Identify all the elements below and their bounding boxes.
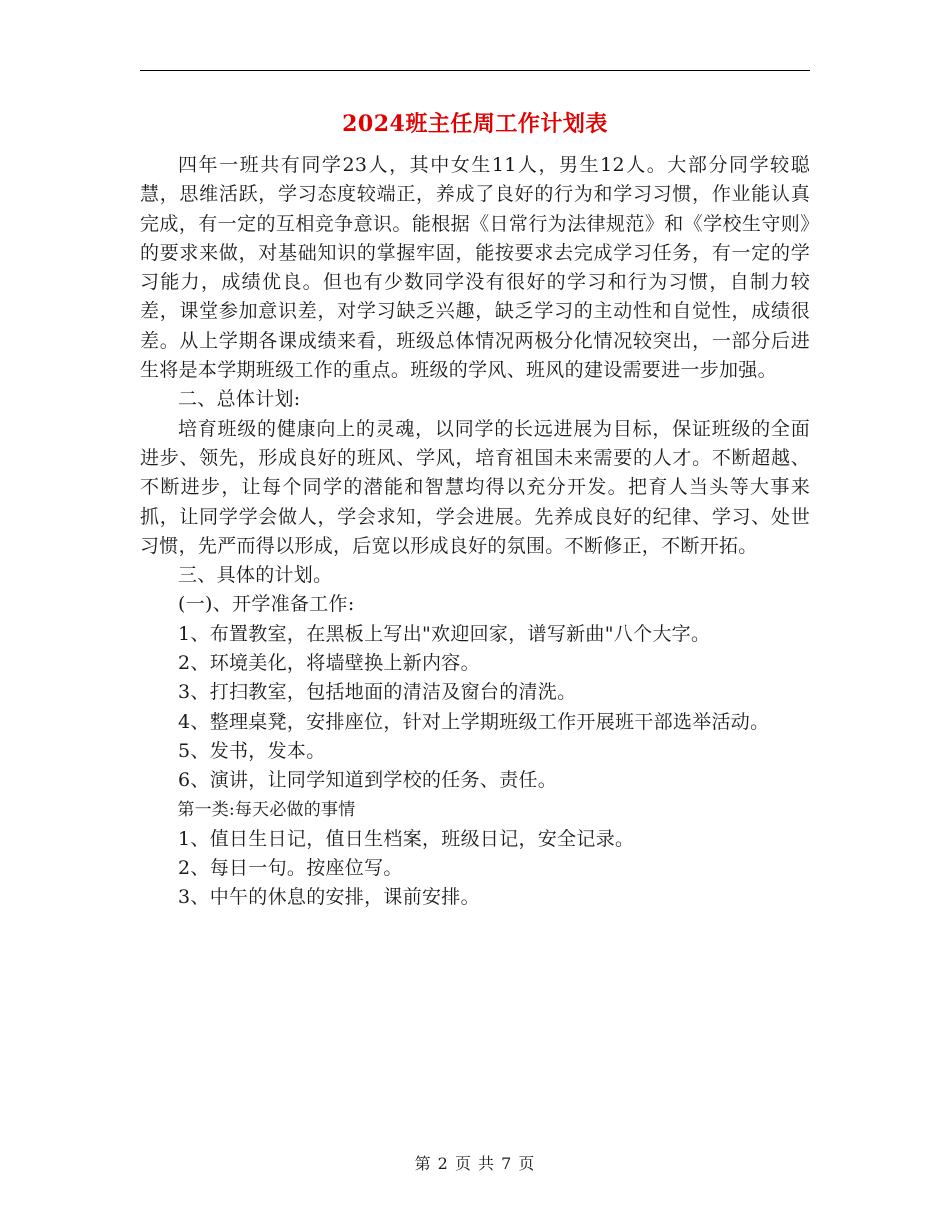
list-item: 2、环境美化，将墙壁换上新内容。 (178, 652, 480, 675)
category-heading-daily: 第一类:每天必做的事情 (177, 799, 356, 820)
list-item: 1、值日生日记，值日生档案，班级日记，安全记录。 (178, 827, 635, 850)
list-item: 5、发书，发本。 (178, 739, 326, 762)
list-item: 4、整理桌凳，安排座位，针对上学期班级工作开展班干部选举活动。 (178, 710, 770, 733)
section-heading-overall-plan: 二、总体计划: (178, 388, 301, 411)
list-item: 1、布置教室，在黑板上写出"欢迎回家，谱写新曲"八个大字。 (178, 622, 711, 645)
overall-plan-paragraph: 培育班级的健康向上的灵魂，以同学的长远进展为目标，保证班级的全面进步、领先，形成良好的班风、学风，培育祖国未来需要的人才。不断超越、不断进步，让每个同学的潜能和智慧均得以充分开发。把育人当头等大事来抓，让同学学会做人，学会求知，学会进展。先养成良好的纪律、学习、处世习惯，先严而得以形成，后宽以形成良好的氛围。不断修正，不断开拓。 (140, 417, 810, 557)
subsection-heading-preparation: (一)、开学准备工作: (178, 593, 355, 616)
header-rule (140, 70, 810, 71)
list-item: 2、每日一句。按座位写。 (178, 857, 403, 880)
list-item: 6、演讲，让同学知道到学校的任务、责任。 (178, 769, 558, 792)
list-item: 3、打扫教室，包括地面的清洁及窗台的清洗。 (178, 681, 577, 704)
document-title: 2024班主任周工作计划表 (342, 111, 608, 137)
document-body (140, 151, 810, 913)
section-heading-specific-plan: 三、具体的计划。 (178, 564, 333, 587)
page-number: 第 2 页 共 7 页 (414, 1154, 536, 1173)
intro-paragraph: 四年一班共有同学23人，其中女生11人，男生12人。大部分同学较聪慧，思维活跃，学习态度较端正，养成了良好的行为和学习习惯，作业能认真完成，有一定的互相竞争意识。能根据《日常行为法律规范》和《学校生守则》的要求来做，对基础知识的掌握牢固，能按要求去完成学习任务，有一定的学习能力，成绩优良。但也有少数同学没有很好的学习和行为习惯，自制力较差，课堂参加意识差，对学习缺乏兴趣，缺乏学习的主动性和自觉性，成绩很差。从上学期各课成绩来看，班级总体情况两极分化情况较突出，一部分后进生将是本学期班级工作的重点。班级的学风、班风的建设需要进一步加强。 (140, 154, 810, 382)
list-item: 3、中午的休息的安排，课前安排。 (178, 886, 480, 909)
